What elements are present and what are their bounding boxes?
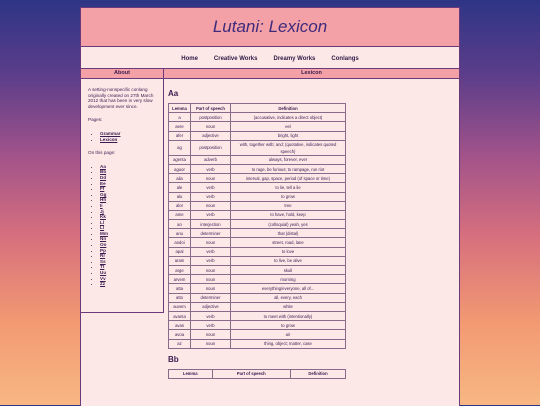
onpage-link[interactable]: • Ee — [100, 181, 156, 187]
page-link-grammar[interactable]: • Grammar — [100, 131, 156, 137]
table-cell: ame — [169, 210, 191, 219]
table-cell: interjection — [191, 220, 231, 229]
table-cell: noun — [191, 174, 231, 183]
table-row — [169, 247, 346, 256]
table-header-row — [169, 104, 346, 113]
table-cell: anu — [169, 229, 191, 238]
table-cell: that (distal) — [231, 229, 346, 238]
table-row — [169, 174, 346, 183]
column-header: Lemma — [169, 369, 213, 378]
table-cell: noun — [191, 339, 231, 348]
table-cell: noun — [191, 201, 231, 210]
table-cell: az — [169, 339, 191, 348]
table-cell: verb — [191, 256, 231, 265]
table-cell: avoa — [169, 330, 191, 339]
table-cell: noun — [191, 284, 231, 293]
table-cell: postposition — [191, 140, 231, 155]
table-cell: verb — [191, 210, 231, 219]
table-row — [169, 275, 346, 284]
onpage-link[interactable]: • Gg — [100, 192, 156, 198]
main-heading: Lexicon — [164, 68, 459, 79]
onpage-link[interactable]: • Jj — [100, 209, 156, 215]
table-cell: auvem — [169, 302, 191, 311]
onpage-link[interactable]: • Mm — [100, 231, 156, 237]
table-row — [169, 293, 346, 302]
table-cell: avanta — [169, 311, 191, 320]
column-header: Definition — [231, 104, 346, 113]
table-cell: tree — [231, 201, 346, 210]
lexicon-table — [168, 369, 346, 379]
table-cell: atta — [169, 284, 191, 293]
table-cell: to lie, tell a lie — [231, 183, 346, 192]
column-header: Part of speech — [191, 104, 231, 113]
table-cell: verb — [191, 192, 231, 201]
onpage-link[interactable]: • Uu — [100, 270, 156, 276]
table-cell: thing, object; matter, case — [231, 339, 346, 348]
onpage-link[interactable]: • Dd — [100, 175, 156, 181]
table-cell: verb — [191, 164, 231, 173]
table-cell: alor — [169, 201, 191, 210]
table-row — [169, 210, 346, 219]
table-cell: air — [231, 330, 346, 339]
table-cell: noun — [191, 122, 231, 131]
table-cell: aguor — [169, 164, 191, 173]
table-cell: with, together with; and; (quotative, indicates quoted speech) — [231, 140, 346, 155]
table-cell: interval, gap, space, period (of space or time) — [231, 174, 346, 183]
onpage-link[interactable]: • Aa — [100, 164, 156, 170]
page-link-lexicon[interactable]: • Lexicon — [100, 137, 156, 143]
page-title: Lutani: Lexicon — [212, 17, 328, 36]
table-row — [169, 238, 346, 247]
table-row — [169, 220, 346, 229]
onpage-link[interactable]: • Ll — [100, 225, 156, 231]
site-header — [81, 8, 459, 47]
sidebar-heading: About — [81, 68, 163, 79]
table-cell: to have, hold, keep — [231, 210, 346, 219]
onpage-link[interactable]: • Ss — [100, 259, 156, 265]
table-row — [169, 321, 346, 330]
table-cell: aram — [169, 256, 191, 265]
onpage-link[interactable]: • Hh — [100, 197, 156, 203]
onpage-label: On this page: — [88, 150, 116, 156]
table-cell: verb — [191, 183, 231, 192]
table-cell: bright, light — [231, 131, 346, 140]
table-cell: (colloquial) yeah, yes — [231, 220, 346, 229]
table-cell: determiner — [191, 229, 231, 238]
table-cell: avas — [169, 321, 191, 330]
nav-conlangs[interactable]: Conlangs — [331, 56, 359, 62]
table-cell: determiner — [191, 293, 231, 302]
sidebar — [81, 68, 164, 313]
table-cell: aere — [169, 122, 191, 131]
table-cell: all, every, each — [231, 293, 346, 302]
pages-label: Pages: — [88, 117, 103, 123]
onpage-link[interactable]: • Oo — [100, 242, 156, 248]
onpage-link[interactable]: • Ff — [100, 186, 156, 192]
onpage-link[interactable]: • Bb — [100, 169, 156, 175]
table-cell: ale — [169, 183, 191, 192]
table-row — [169, 192, 346, 201]
table-row — [169, 140, 346, 155]
table-row — [169, 229, 346, 238]
table-cell: (accusative, indicates a direct object) — [231, 113, 346, 122]
onpage-link[interactable]: • Ii — [100, 203, 156, 209]
onpage-link[interactable]: • Ll — [100, 220, 156, 226]
table-cell: white — [231, 302, 346, 311]
table-row — [169, 330, 346, 339]
table-row — [169, 131, 346, 140]
onpage-link[interactable]: • Vv — [100, 276, 156, 282]
table-row — [169, 113, 346, 122]
table-row — [169, 311, 346, 320]
table-cell: alu — [169, 192, 191, 201]
table-cell: verb — [191, 321, 231, 330]
pages-list — [88, 131, 156, 142]
table-row — [169, 302, 346, 311]
lexicon-sections — [164, 79, 459, 379]
onpage-link[interactable]: • Tt — [100, 264, 156, 270]
table-cell: noun — [191, 330, 231, 339]
table-cell: noun — [191, 275, 231, 284]
table-row — [169, 183, 346, 192]
table-cell: noun — [191, 238, 231, 247]
table-cell: afer — [169, 131, 191, 140]
section-letter-heading: Aa — [168, 89, 179, 98]
nav-creative-works[interactable]: Creative Works — [213, 56, 258, 62]
table-cell: arge — [169, 266, 191, 275]
table-row — [169, 201, 346, 210]
table-cell: adverb — [191, 155, 231, 164]
table-cell: verb — [191, 247, 231, 256]
table-cell: eel — [231, 122, 346, 131]
table-cell: aila — [169, 174, 191, 183]
main-content — [164, 68, 459, 406]
table-cell: andoi — [169, 238, 191, 247]
onpage-link[interactable]: • Kk — [100, 214, 156, 220]
table-row — [169, 256, 346, 265]
nav-dreamy-works[interactable]: Dreamy Works — [273, 56, 316, 62]
onpage-link[interactable]: • Pp — [100, 248, 156, 254]
onpage-link[interactable]: • Nn — [100, 236, 156, 242]
table-cell: apal — [169, 247, 191, 256]
main-nav — [81, 47, 459, 69]
table-cell: skull — [231, 266, 346, 275]
table-row — [169, 164, 346, 173]
table-cell: street, road, lane — [231, 238, 346, 247]
table-row — [169, 122, 346, 131]
table-cell: adjective — [191, 302, 231, 311]
table-cell: to grow — [231, 192, 346, 201]
table-cell: to rage, be furious; to rampage, run riot — [231, 164, 346, 173]
onpage-link[interactable]: • Rr — [100, 253, 156, 259]
page-container — [80, 7, 460, 406]
table-cell: a — [169, 113, 191, 122]
table-header-row — [169, 369, 346, 378]
table-cell: postposition — [191, 113, 231, 122]
table-cell: agenta — [169, 155, 191, 164]
table-cell: arvem — [169, 275, 191, 284]
table-cell: to meet with (intentionally) — [231, 311, 346, 320]
onpage-list — [88, 164, 156, 287]
column-header: Part of speech — [212, 369, 290, 378]
table-cell: atto — [169, 293, 191, 302]
table-cell: morning — [231, 275, 346, 284]
table-row — [169, 155, 346, 164]
sidebar-intro: A setting-nonspecific conlang originally created on 27th March 2012 that has been in very slow development ever since. — [88, 87, 154, 109]
table-cell: adjective — [191, 131, 231, 140]
table-cell: to love — [231, 247, 346, 256]
table-cell: noun — [191, 266, 231, 275]
nav-home[interactable]: Home — [181, 56, 198, 62]
column-header: Definition — [291, 369, 346, 378]
column-header: Lemma — [169, 104, 191, 113]
onpage-link[interactable]: • Zz — [100, 281, 156, 287]
table-cell: always, forever, ever — [231, 155, 346, 164]
table-row — [169, 266, 346, 275]
section-letter-heading: Bb — [168, 354, 179, 364]
table-cell: ag — [169, 140, 191, 155]
table-row — [169, 284, 346, 293]
table-cell: everything/everyone, all of... — [231, 284, 346, 293]
table-cell: to live, be alive — [231, 256, 346, 265]
table-cell: verb — [191, 311, 231, 320]
lexicon-table — [168, 103, 346, 349]
table-row — [169, 339, 346, 348]
table-cell: to grow — [231, 321, 346, 330]
table-cell: an — [169, 220, 191, 229]
